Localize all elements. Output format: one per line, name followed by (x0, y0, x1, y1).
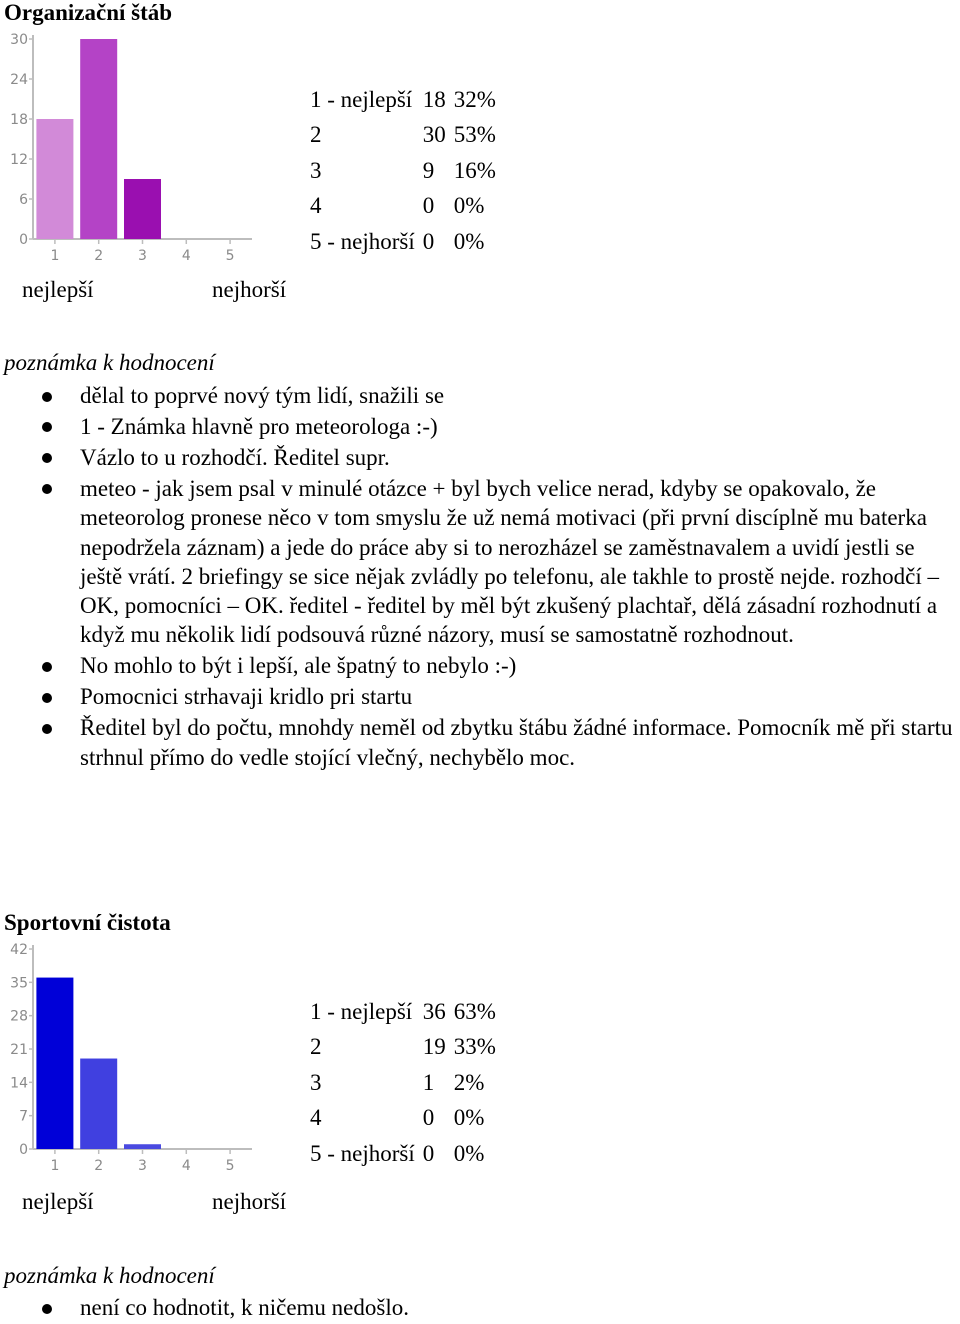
stats-label: 2 (310, 1034, 322, 1060)
stats-count: 19 (422, 1034, 446, 1060)
rating-stats-table (306, 994, 500, 1172)
scale-worst-label: nejhorší (212, 277, 287, 302)
bar-3 (124, 1144, 161, 1149)
stats-count: 0 (422, 1140, 435, 1166)
notes-heading: poznámka k hodnocení (4, 350, 215, 375)
bar-1 (36, 978, 73, 1149)
stats-count: 18 (422, 86, 446, 112)
notes-list (0, 381, 960, 774)
y-tick-label: 14 (10, 1075, 28, 1092)
y-tick-label: 12 (10, 152, 28, 168)
y-tick-label: 30 (10, 32, 28, 48)
note-item: není co hodnotit, k ničemu nedošlo. (0, 1293, 960, 1322)
y-tick-label: 21 (10, 1042, 28, 1058)
x-tick-label: 5 (225, 248, 235, 264)
stats-row (306, 118, 500, 154)
stats-row (306, 153, 500, 189)
y-tick-label: 28 (10, 1008, 28, 1025)
x-tick-label: 3 (138, 248, 147, 264)
y-tick-label: 35 (10, 975, 28, 992)
bar-2 (80, 1059, 117, 1149)
bar-2 (80, 39, 117, 239)
note-item: dělal to poprvé nový tým lidí, snažili se (0, 381, 960, 410)
stats-percent: 53% (453, 122, 496, 148)
x-tick-label: 1 (50, 1158, 60, 1174)
note-item: Ředitel byl do počtu, mnohdy neměl od zbytku štábu žádné informace. Pomocník mě při startu strhnul přímo do vedle stojící vlečný, nechybělo moc. (0, 713, 960, 772)
stats-count: 30 (422, 122, 446, 148)
stats-label: 1 - nejlepší (310, 86, 413, 112)
stats-percent: 0% (453, 1140, 485, 1166)
y-tick-label: 0 (19, 232, 28, 248)
note-item: Pomocnici strhavaji kridlo pri startu (0, 682, 960, 711)
stats-label: 1 - nejlepší (310, 998, 413, 1024)
note-item: 1 - Známka hlavně pro meteorologa :-) (0, 412, 960, 441)
stats-row (306, 189, 500, 225)
scale-best-label: nejlepší (22, 1189, 94, 1214)
stats-label: 5 - nejhorší (310, 1140, 415, 1166)
stats-label: 5 - nejhorší (310, 228, 415, 254)
stats-percent: 33% (453, 1034, 496, 1060)
stats-percent: 63% (453, 998, 496, 1024)
stats-count: 1 (422, 1069, 435, 1095)
stats-row (306, 1030, 500, 1066)
rating-bar-chart (0, 30, 262, 262)
y-tick-label: 24 (10, 72, 28, 88)
stats-count: 0 (422, 193, 435, 219)
x-tick-label: 4 (181, 1158, 191, 1174)
note-item: meteo - jak jsem psal v minulé otázce + byl bych velice nerad, kdyby se opakovalo, že meteorolog pronese něco v tom smyslu že už nemá motivaci (při první discíplně mu baterka nepodržela záznam) a jede do práce aby si to nerozházel se zaměstnavalem a uvidí jestli se ještě vrátí. 2 briefingy se sice nějak zvládly po telefonu, ale takhle to prostě nejde. rozhodčí – OK, pomocníci – OK. ředitel - ředitel by měl být zkušený plachtař, dělá zásadní rozhodnutí a když mu několik lidí podsouvá různé názory, musí se samostatně rozhodnout. (0, 474, 960, 650)
stats-percent: 0% (453, 228, 485, 254)
x-tick-label: 5 (225, 1158, 235, 1174)
stats-percent: 0% (453, 193, 485, 219)
note-item: No mohlo to být i lepší, ale špatný to nebylo :-) (0, 651, 960, 680)
scale-best-label: nejlepší (22, 277, 94, 302)
stats-row (306, 994, 500, 1030)
stats-count: 9 (422, 157, 435, 183)
y-tick-label: 18 (10, 112, 28, 128)
stats-label: 4 (310, 1105, 322, 1131)
stats-label: 4 (310, 193, 322, 219)
notes-heading: poznámka k hodnocení (4, 1263, 215, 1288)
stats-label: 3 (310, 157, 322, 183)
bar-1 (36, 119, 73, 239)
y-tick-label: 0 (19, 1142, 28, 1158)
stats-percent: 32% (453, 86, 496, 112)
y-tick-label: 6 (19, 192, 28, 208)
bar-3 (124, 179, 161, 239)
stats-label: 3 (310, 1069, 322, 1095)
stats-count: 36 (422, 998, 446, 1024)
x-tick-label: 1 (50, 248, 60, 264)
stats-row (306, 224, 500, 260)
x-tick-label: 3 (138, 1158, 147, 1174)
stats-percent: 2% (453, 1069, 485, 1095)
y-tick-label: 42 (10, 942, 28, 958)
x-tick-label: 2 (94, 1158, 104, 1174)
y-tick-label: 7 (19, 1108, 28, 1125)
notes-list (0, 1293, 960, 1324)
stats-percent: 16% (453, 157, 496, 183)
section-title: Sportovní čistota (4, 910, 171, 935)
note-item: Vázlo to u rozhodčí. Ředitel supr. (0, 443, 960, 472)
scale-worst-label: nejhorší (212, 1189, 287, 1214)
rating-bar-chart (0, 940, 262, 1172)
stats-label: 2 (310, 122, 322, 148)
stats-row (306, 1101, 500, 1137)
stats-row (306, 1136, 500, 1172)
stats-count: 0 (422, 1105, 435, 1131)
section-title: Organizační štáb (4, 0, 173, 25)
section-sportovni-cistota (0, 910, 960, 1322)
x-tick-label: 2 (94, 248, 104, 264)
stats-row (306, 1065, 500, 1101)
stats-percent: 0% (453, 1105, 485, 1131)
rating-stats-table (306, 82, 500, 260)
x-tick-label: 4 (181, 248, 191, 264)
stats-count: 0 (422, 228, 435, 254)
stats-row (306, 82, 500, 118)
